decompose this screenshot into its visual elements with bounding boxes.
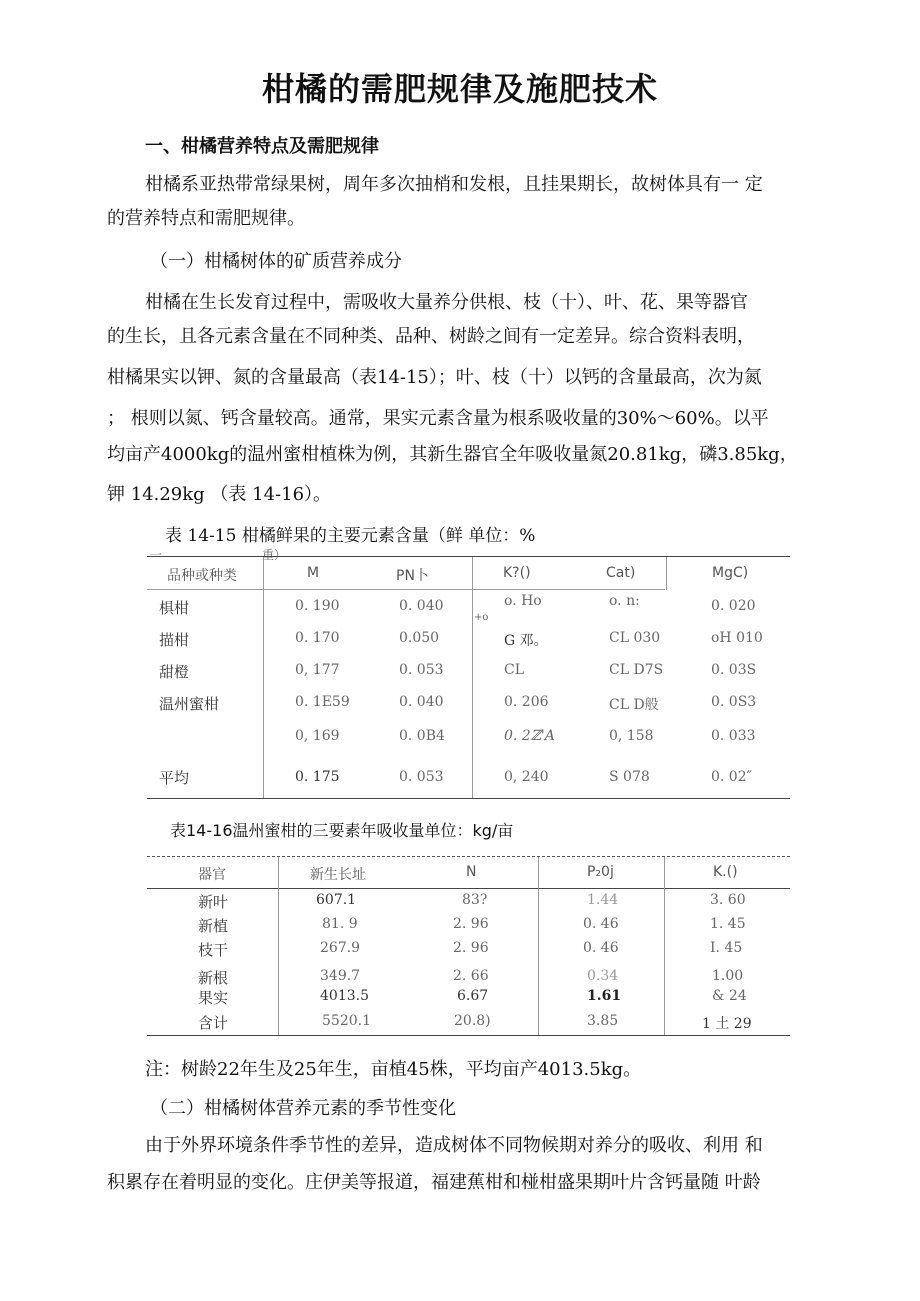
table1-header-k: K?() (503, 565, 531, 581)
table1-header-ca: Cat) (606, 565, 636, 581)
para-line-5: 均亩产4000kg的温州蜜柑植株为例，其新生器官全年吸收量氮20.81kg，磷3.85kg， (107, 444, 798, 465)
table1-cell: 0. 1E59 (295, 694, 350, 710)
table1-cell: oH 010 (711, 630, 763, 646)
table2-header-organ: 器官 (198, 867, 226, 883)
table2-cell: 3. 60 (710, 892, 746, 908)
table1-caption-overflow-2: 重） (262, 548, 287, 562)
table2-cell: 83? (462, 892, 488, 908)
table1-cell: 0, 158 (609, 728, 654, 744)
table1-caption-overflow-1: 一 (150, 548, 163, 562)
table2-header-k: K.() (713, 864, 738, 880)
table1-row-label: 温州蜜柑 (159, 695, 220, 713)
table2-cell: 2. 66 (453, 968, 489, 984)
table2-cell: 81. 9 (322, 916, 358, 932)
table1-row-label: 甜橙 (159, 663, 190, 681)
subsection-heading-1: （一）柑橘树体的矿质营养成分 (150, 251, 402, 272)
table2-vline-2 (538, 857, 539, 1035)
table1-cell: 0, 169 (295, 728, 340, 744)
table1-vline-1 (263, 557, 264, 798)
table1-cell: 0. 040 (399, 598, 444, 614)
page-title: 柑橘的需肥规律及施肥技术 (261, 70, 658, 108)
table1-cell: 0. 2ℤ'A (504, 728, 555, 744)
subsection-heading-2: （二）柑橘树体营养元素的季节性变化 (150, 1098, 456, 1119)
table1-cell: CL (504, 662, 525, 678)
table1-cell: 0. 0B4 (399, 728, 445, 744)
table2-cell: 607.1 (316, 892, 357, 908)
table2-cell: 1.44 (587, 892, 619, 908)
table1-cell: 0. 175 (295, 769, 340, 785)
table2-cell: 5520.1 (322, 1013, 371, 1029)
table1-header-rule-mid (473, 589, 665, 590)
table1-cell: 0, 177 (295, 662, 340, 678)
table1-cell: S 078 (609, 769, 650, 785)
table1-top-rule (147, 556, 790, 557)
para-line-4: ； 根则以氮、钙含量较高。通常，果实元素含量为根系吸收量的30%〜60%。以平 (107, 408, 769, 429)
table2-vline-3 (664, 857, 665, 1035)
table2-vline-1 (278, 857, 279, 1035)
table2-cell: 2. 96 (453, 916, 489, 932)
table1-cell: 0. 020 (711, 598, 756, 614)
table1-header-p: PN卜 (396, 568, 429, 584)
table2-header-p: P₂0j (587, 864, 614, 880)
table1-header-variety: 品种或种类 (167, 568, 237, 584)
table1-header-rule-left (147, 589, 472, 590)
para-line-6: 钾 14.29kg （表 14-16）。 (107, 484, 332, 505)
table2-cell: 0.34 (587, 968, 619, 984)
table1-header-mg: MgC) (712, 565, 749, 581)
table2-cell: 2. 96 (453, 940, 489, 956)
table2-header-n: N (466, 864, 477, 880)
table1-vline-3 (666, 557, 667, 590)
table1-cell: 0. 033 (711, 728, 756, 744)
table1-caption: 表 14-15 柑橘鲜果的主要元素含量（鲜 单位：% (165, 526, 536, 546)
table1-cell: G 邓。 (504, 633, 548, 649)
table2-header-rule (147, 888, 790, 889)
table1-cell: o. n: (609, 593, 640, 609)
para2-line-1: 由于外界环境条件季节性的差异，造成树体不同物候期对养分的吸收、利用 和 (145, 1135, 763, 1156)
table1-cell: CL D7S (609, 662, 664, 678)
table2-cell: I. 45 (710, 940, 743, 956)
table1-cell: 0. 03S (711, 662, 757, 678)
table1-bottom-rule (147, 798, 790, 799)
table2-cell: 0. 46 (583, 916, 619, 932)
table1-cell: 0. 040 (399, 694, 444, 710)
table1-header-n: M (307, 565, 320, 581)
table2-cell: 267.9 (320, 940, 361, 956)
table2-row-label: 新叶 (198, 893, 229, 911)
table2-cell: 20.8) (454, 1013, 491, 1029)
table2-cell: 6.67 (457, 988, 489, 1004)
table2-cell: 1. 45 (710, 916, 746, 932)
table1-cell: 0. 0S3 (711, 694, 757, 710)
table2-header-growth: 新生长址 (310, 867, 366, 883)
para-line-1: 柑橘在生长发育过程中，需吸收大量养分供根、枝（十）、叶、花、果等器官 (145, 292, 748, 313)
table2-cell: 0. 46 (583, 940, 619, 956)
table1-cell: 0. 206 (504, 694, 549, 710)
intro-line-1: 柑橘系亚热带常绿果树，周年多次抽梢和发根，且挂果期长，故树体具有一 定 (145, 174, 763, 195)
table-note: 注：树龄22年生及25年生，亩植45株，平均亩产4013.5kg。 (145, 1059, 642, 1080)
table2-row-label: 枝干 (198, 941, 229, 959)
table1-row-label: 平均 (159, 769, 190, 787)
para2-line-2: 积累存在着明显的变化。庄伊美等报道，福建蕉柑和椪柑盛果期叶片含钙量随 叶龄 (107, 1172, 761, 1193)
para-line-2: 的生长，且各元素含量在不同种类、品种、树龄之间有一定差异。综合资料表明， (107, 326, 755, 347)
table1-cell: 0. 190 (295, 598, 340, 614)
table1-row-label: 椇柑 (159, 599, 190, 617)
table2-cell: 1.00 (712, 968, 744, 984)
table1-cell: 0. 053 (399, 769, 444, 785)
table1-row-label: 描柑 (159, 631, 190, 649)
intro-line-2: 的营养特点和需肥规律。 (107, 208, 305, 229)
table2-cell: 1 土 29 (702, 1016, 752, 1032)
table1-vline-2 (472, 557, 473, 798)
table1-stray-mark: +o (474, 612, 489, 623)
table1-cell: 0.050 (399, 630, 440, 646)
para-line-3: 柑橘果实以钾、氮的含量最高（表14-15）；叶、枝（十）以钙的含量最高，次为氮 (107, 367, 762, 388)
table2-top-rule (147, 856, 790, 857)
table2-row-label: 含计 (198, 1014, 229, 1032)
table2-row-label: 新植 (198, 917, 229, 935)
table2-bottom-rule (147, 1035, 790, 1036)
section-heading-1: 一、柑橘营养特点及需肥规律 (145, 136, 379, 157)
table2-cell: & 24 (712, 988, 747, 1004)
table1-cell: 0. 170 (295, 630, 340, 646)
table2-row-label: 新根 (198, 969, 229, 987)
table2-cell: 1.61 (587, 988, 622, 1004)
table2-row-label: 果实 (198, 989, 229, 1007)
table1-cell: CL D般 (609, 697, 659, 713)
table2-cell: 4013.5 (320, 988, 369, 1004)
table1-cell: 0. 053 (399, 662, 444, 678)
table2-caption: 表14-16温州蜜柑的三要素年吸收量单位：kg/亩 (170, 821, 514, 840)
table1-cell: 0, 240 (504, 769, 549, 785)
table1-cell: o. Ho (504, 593, 542, 609)
table2-cell: 349.7 (320, 968, 361, 984)
table2-cell: 3.85 (587, 1013, 619, 1029)
table1-cell: 0. 02″ (711, 769, 752, 785)
table1-cell: CL 030 (609, 630, 661, 646)
